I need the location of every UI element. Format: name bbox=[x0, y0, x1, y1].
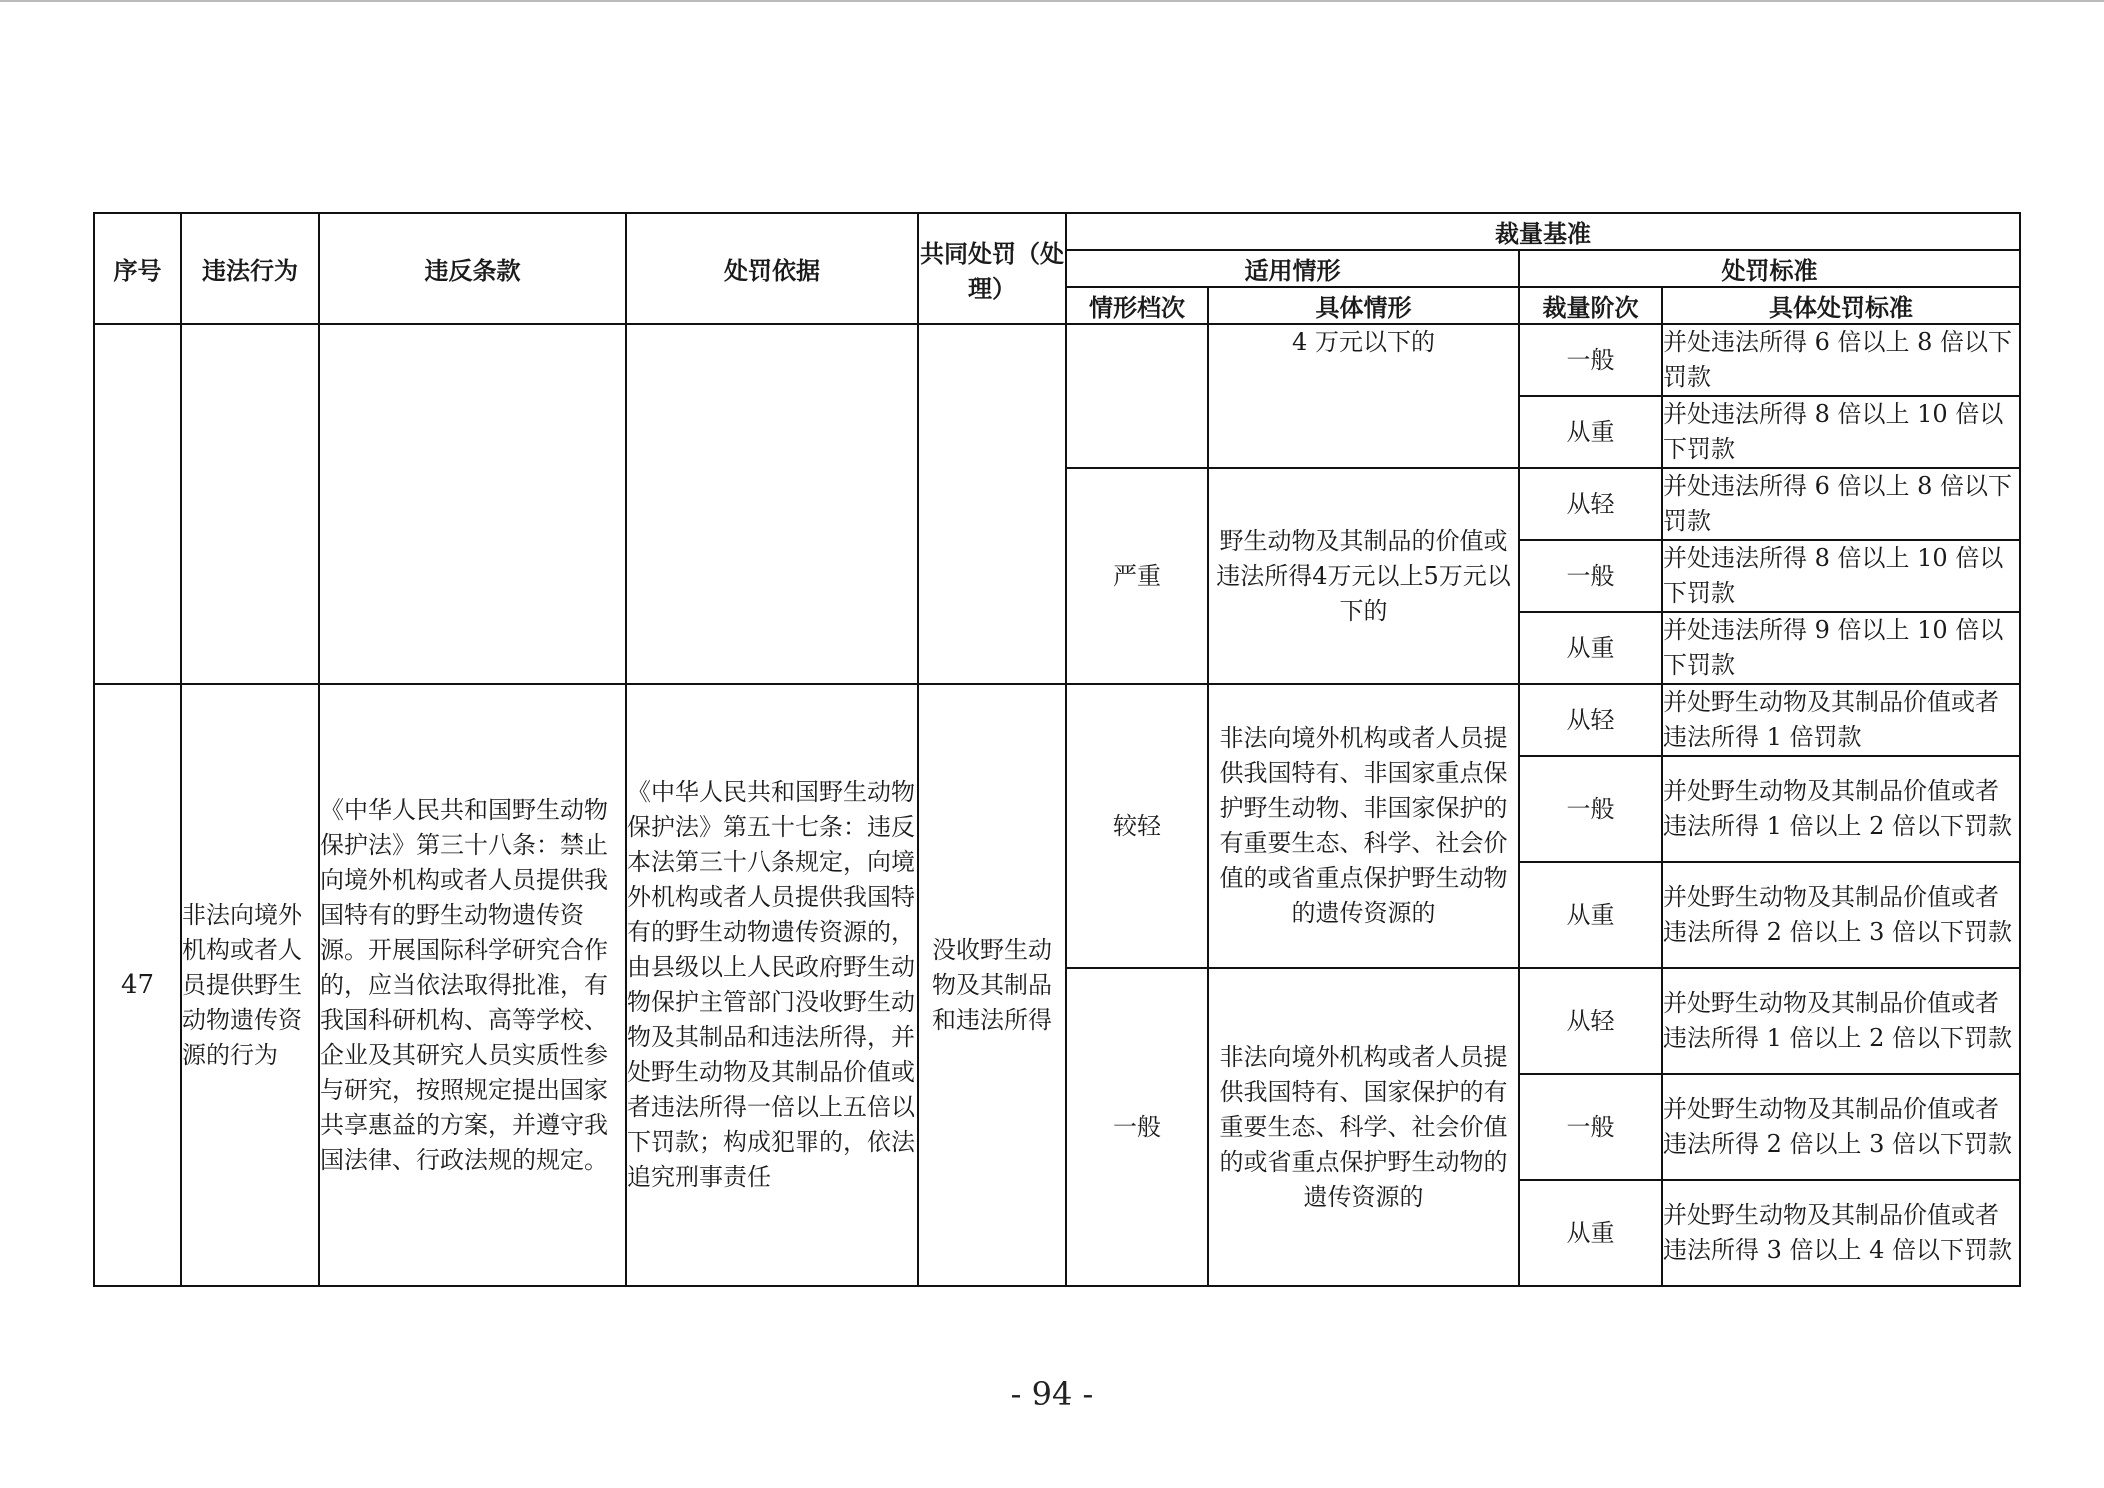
cont-level-2: 严重 bbox=[1066, 468, 1208, 684]
item-clause: 《中华人民共和国野生动物保护法》第三十八条：禁止向境外机构或者人员提供我国特有的野生动物遗传资源。开展国际科学研究合作的，应当依法取得批准，有我国科研机构、高等学校、企业及其研究人员实质性参与研究，按照规定提出国家共享惠益的方案，并遵守我国法律、行政法规的规定。 bbox=[319, 684, 626, 1286]
grade-cell: 从轻 bbox=[1519, 468, 1662, 540]
page-number: - 94 - bbox=[1010, 1375, 1094, 1413]
table-row bbox=[94, 684, 2020, 756]
header-discretion: 裁量基准 bbox=[1066, 213, 2020, 250]
header-level: 情形档次 bbox=[1066, 287, 1208, 324]
standard-cell: 并处野生动物及其制品价值或者违法所得 1 倍罚款 bbox=[1662, 684, 2020, 756]
standard-cell: 并处野生动物及其制品价值或者违法所得 3 倍以上 4 倍以下罚款 bbox=[1662, 1180, 2020, 1286]
header-detail-standard: 具体处罚标准 bbox=[1662, 287, 2020, 324]
item-level-2: 一般 bbox=[1066, 968, 1208, 1286]
standard-cell: 并处野生动物及其制品价值或者违法所得 2 倍以上 3 倍以下罚款 bbox=[1662, 1074, 2020, 1180]
header-situation: 适用情形 bbox=[1066, 250, 1519, 287]
grade-cell: 一般 bbox=[1519, 324, 1662, 396]
item-detail-1: 非法向境外机构或者人员提供我国特有、非国家重点保护野生动物、非国家保护的有重要生态、科学、社会价值的或省重点保护野生动物的遗传资源的 bbox=[1208, 684, 1519, 968]
header-clause: 违反条款 bbox=[319, 213, 626, 324]
cont-seq-cell bbox=[94, 324, 181, 684]
cont-level-1 bbox=[1066, 324, 1208, 468]
header-behavior: 违法行为 bbox=[181, 213, 319, 324]
item-basis: 《中华人民共和国野生动物保护法》第五十七条：违反本法第三十八条规定，向境外机构或者人员提供我国特有的野生动物遗传资源的，由县级以上人民政府野生动物保护主管部门没收野生动物及其制品和违法所得，并处野生动物及其制品价值或者违法所得一倍以上五倍以下罚款；构成犯罪的，依法追究刑事责任 bbox=[626, 684, 918, 1286]
header-common: 共同处罚（处理） bbox=[918, 213, 1066, 324]
grade-cell: 从轻 bbox=[1519, 968, 1662, 1074]
item-seq: 47 bbox=[94, 684, 181, 1286]
standard-cell: 并处野生动物及其制品价值或者违法所得 2 倍以上 3 倍以下罚款 bbox=[1662, 862, 2020, 968]
item-detail-2: 非法向境外机构或者人员提供我国特有、国家保护的有重要生态、科学、社会价值的或省重点保护野生动物的遗传资源的 bbox=[1208, 968, 1519, 1286]
grade-cell: 从重 bbox=[1519, 396, 1662, 468]
header-row-1 bbox=[94, 213, 2020, 250]
table-row bbox=[94, 324, 2020, 396]
grade-cell: 一般 bbox=[1519, 756, 1662, 862]
header-detail: 具体情形 bbox=[1208, 287, 1519, 324]
header-standard: 处罚标准 bbox=[1519, 250, 2020, 287]
grade-cell: 从轻 bbox=[1519, 684, 1662, 756]
grade-cell: 一般 bbox=[1519, 1074, 1662, 1180]
item-level-1: 较轻 bbox=[1066, 684, 1208, 968]
standard-cell: 并处违法所得 6 倍以上 8 倍以下罚款 bbox=[1662, 324, 2020, 396]
standard-cell: 并处违法所得 8 倍以上 10 倍以下罚款 bbox=[1662, 540, 2020, 612]
cont-behavior-cell bbox=[181, 324, 319, 684]
item-behavior: 非法向境外机构或者人员提供野生动物遗传资源的行为 bbox=[181, 684, 319, 1286]
header-basis: 处罚依据 bbox=[626, 213, 918, 324]
standard-cell: 并处违法所得 9 倍以上 10 倍以下罚款 bbox=[1662, 612, 2020, 684]
item-common: 没收野生动物及其制品和违法所得 bbox=[918, 684, 1066, 1286]
header-grade: 裁量阶次 bbox=[1519, 287, 1662, 324]
standard-cell: 并处野生动物及其制品价值或者违法所得 1 倍以上 2 倍以下罚款 bbox=[1662, 968, 2020, 1074]
standard-cell: 并处违法所得 8 倍以上 10 倍以下罚款 bbox=[1662, 396, 2020, 468]
cont-clause-cell bbox=[319, 324, 626, 684]
grade-cell: 从重 bbox=[1519, 862, 1662, 968]
top-border bbox=[0, 0, 2104, 2]
header-seq: 序号 bbox=[94, 213, 181, 324]
grade-cell: 从重 bbox=[1519, 612, 1662, 684]
grade-cell: 一般 bbox=[1519, 540, 1662, 612]
cont-detail-1: 4 万元以下的 bbox=[1208, 324, 1519, 468]
cont-basis-cell bbox=[626, 324, 918, 684]
cont-common-cell bbox=[918, 324, 1066, 684]
grade-cell: 从重 bbox=[1519, 1180, 1662, 1286]
discretion-table bbox=[93, 212, 2021, 1287]
cont-detail-2: 野生动物及其制品的价值或违法所得4万元以上5万元以下的 bbox=[1208, 468, 1519, 684]
standard-cell: 并处违法所得 6 倍以上 8 倍以下罚款 bbox=[1662, 468, 2020, 540]
standard-cell: 并处野生动物及其制品价值或者违法所得 1 倍以上 2 倍以下罚款 bbox=[1662, 756, 2020, 862]
